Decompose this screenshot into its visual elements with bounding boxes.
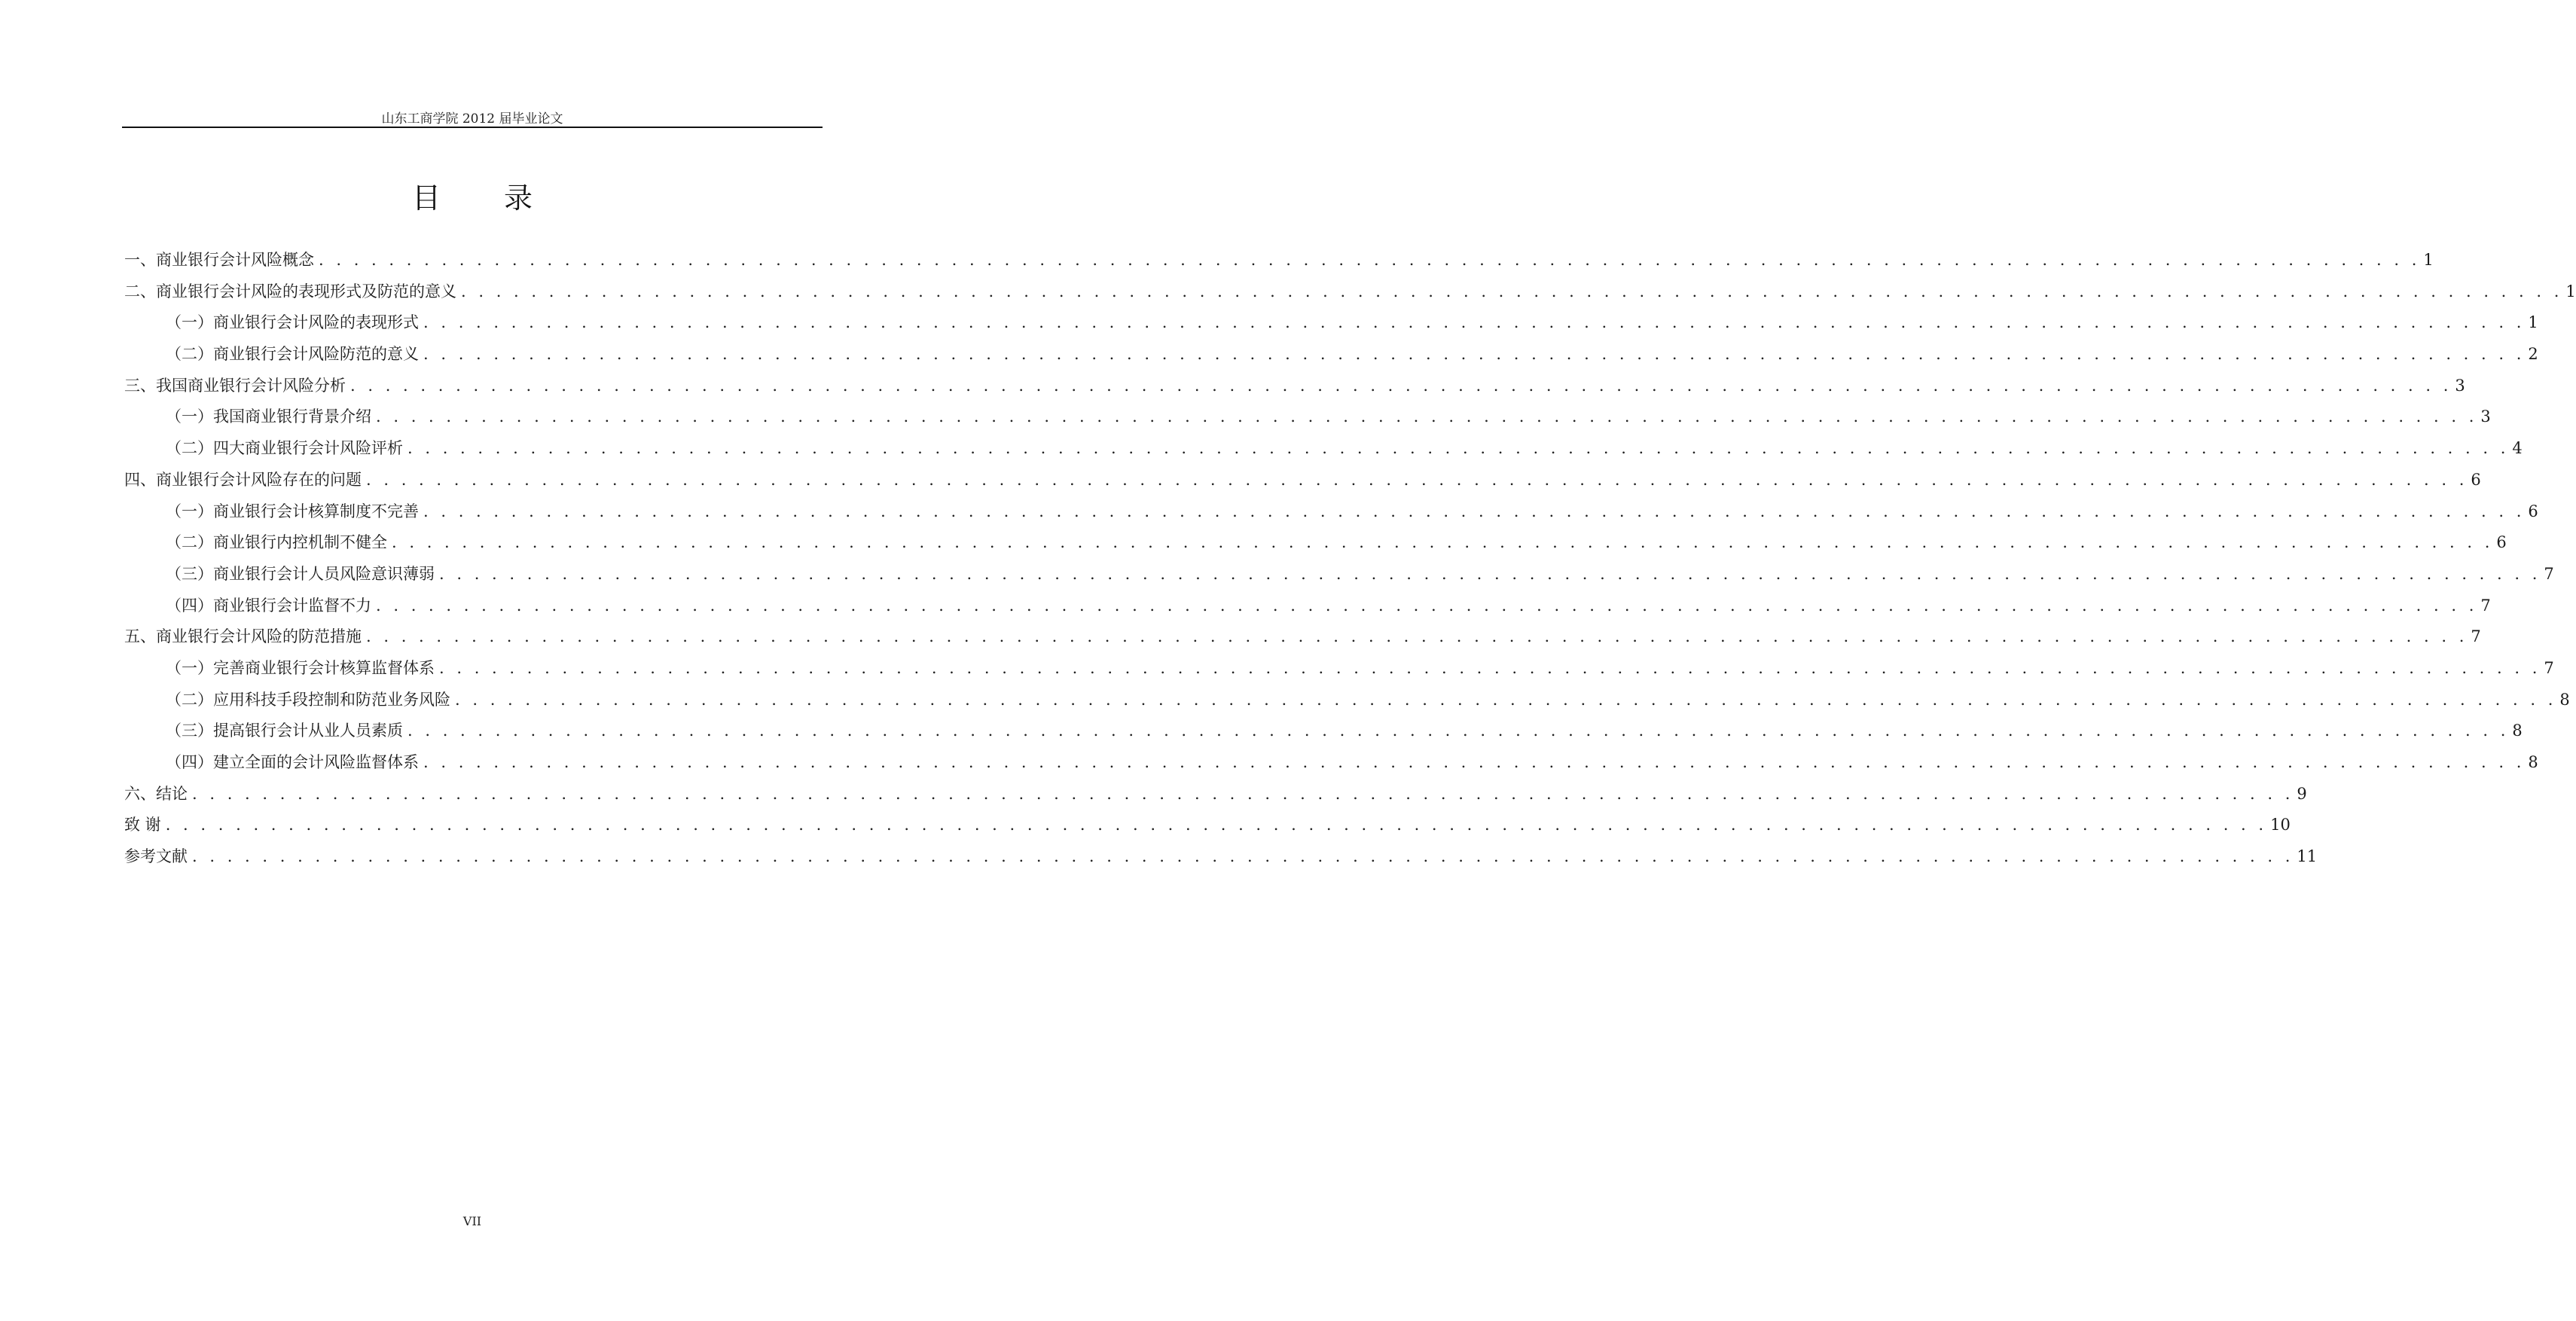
toc-entry-title: （二）商业银行会计风险防范的意义	[166, 345, 419, 364]
toc-page-number: 7	[2544, 564, 2554, 583]
dot-leader: . . . . . . . . . . . . . . . . . . . . . . . . . . . . . . . . . . . . . . . . . . . . . . . . . . . . . . . . . . . . . . . . . . . . . . . . . . . . . . . . . . . . . . . . . . . . . . . . . . . . . . . . . . . . . . . . . . . . . . . .	[165, 816, 2268, 834]
toc-page-number: 4	[2512, 439, 2523, 458]
toc-page-number: 3	[2455, 376, 2465, 395]
toc-page-number: 1	[2528, 313, 2538, 332]
toc-entry[interactable]	[124, 621, 2481, 653]
toc-entry[interactable]	[124, 779, 2307, 810]
toc-page-number: 7	[2471, 627, 2481, 646]
toc-subentry[interactable]	[124, 559, 2554, 590]
toc-page-number: 2	[2528, 345, 2538, 364]
toc-page-number: 8	[2512, 722, 2523, 740]
dot-leader: . . . . . . . . . . . . . . . . . . . . . . . . . . . . . . . . . . . . . . . . . . . . . . . . . . . . . . . . . . . . . . . . . . . . . . . . . . . . . . . . . . . . . . . . . . . . . . . . . . . . . . . . . . . . . . . . . . . . . . . .	[439, 564, 2541, 583]
toc-subentry[interactable]	[124, 401, 2491, 433]
toc-entry-title: 五、商业银行会计风险的防范措施	[124, 627, 362, 646]
toc-page-number: 10	[2270, 816, 2291, 834]
toc-entry-title: （一）完善商业银行会计核算监督体系	[166, 658, 435, 677]
toc-entry[interactable]	[124, 841, 2318, 873]
toc-entry-title: 致 谢	[124, 816, 161, 834]
toc-title: 目 录	[411, 182, 560, 215]
toc-subentry[interactable]	[124, 747, 2538, 779]
toc-entry-title: 二、商业银行会计风险的表现形式及防范的意义	[124, 282, 456, 301]
toc-subentry[interactable]	[124, 590, 2491, 622]
toc-entry-title: （二）商业银行内控机制不健全	[166, 533, 387, 552]
toc-entry-title: （三）商业银行会计人员风险意识薄弱	[166, 564, 435, 583]
toc-entry-title: （四）商业银行会计监督不力	[166, 596, 371, 615]
dot-leader: . . . . . . . . . . . . . . . . . . . . . . . . . . . . . . . . . . . . . . . . . . . . . . . . . . . . . . . . . . . . . . . . . . . . . . . . . . . . . . . . . . . . . . . . . . . . . . . . . . . . . . . . . . . . . . . . . . . . . . . .	[423, 753, 2526, 771]
toc-page-number: 8	[2528, 753, 2538, 771]
toc-entry[interactable]	[124, 810, 2291, 841]
toc-page-number: 6	[2528, 502, 2538, 520]
toc-entry-title: （三）提高银行会计从业人员素质	[166, 722, 403, 740]
dot-leader: . . . . . . . . . . . . . . . . . . . . . . . . . . . . . . . . . . . . . . . . . . . . . . . . . . . . . . . . . . . . . . . . . . . . . . . . . . . . . . . . . . . . . . . . . . . . . . . . . . . . . . . . . . . . . . . . . . . . . . . .	[407, 722, 2510, 740]
toc-entry-title: 六、结论	[124, 784, 188, 803]
toc-entry-title: 三、我国商业银行会计风险分析	[124, 376, 346, 395]
toc-page-number: 6	[2471, 470, 2481, 489]
toc-subentry[interactable]	[124, 715, 2523, 747]
toc-page-number: 7	[2544, 658, 2554, 677]
toc-subentry[interactable]	[124, 496, 2538, 528]
dot-leader: . . . . . . . . . . . . . . . . . . . . . . . . . . . . . . . . . . . . . . . . . . . . . . . . . . . . . . . . . . . . . . . . . . . . . . . . . . . . . . . . . . . . . . . . . . . . . . . . . . . . . . . . . . . . . . . . . . . . . . . .	[366, 627, 2468, 646]
dot-leader: . . . . . . . . . . . . . . . . . . . . . . . . . . . . . . . . . . . . . . . . . . . . . . . . . . . . . . . . . . . . . . . . . . . . . . . . . . . . . . . . . . . . . . . . . . . . . . . . . . . . . . . . . . . . . . . . . . . . . . . .	[376, 407, 2478, 426]
page-number-footer: VII	[462, 1214, 482, 1228]
dot-leader: . . . . . . . . . . . . . . . . . . . . . . . . . . . . . . . . . . . . . . . . . . . . . . . . . . . . . . . . . . . . . . . . . . . . . . . . . . . . . . . . . . . . . . . . . . . . . . . . . . . . . . . . . . . . . . . . . . . . . . . .	[439, 658, 2541, 677]
toc-subentry[interactable]	[124, 527, 2507, 559]
toc-subentry[interactable]	[124, 653, 2554, 685]
toc-entry-title: 一、商业银行会计风险概念	[124, 251, 314, 269]
toc-page-number: 11	[2297, 847, 2318, 866]
toc-page-number: 1	[2565, 282, 2576, 301]
dot-leader: . . . . . . . . . . . . . . . . . . . . . . . . . . . . . . . . . . . . . . . . . . . . . . . . . . . . . . . . . . . . . . . . . . . . . . . . . . . . . . . . . . . . . . . . . . . . . . . . . . . . . . . . . . . . . . . . . . . . . . . .	[392, 533, 2494, 552]
dot-leader: . . . . . . . . . . . . . . . . . . . . . . . . . . . . . . . . . . . . . . . . . . . . . . . . . . . . . . . . . . . . . . . . . . . . . . . . . . . . . . . . . . . . . . . . . . . . . . . . . . . . . . . . . . . . . . . . . . . . . . . .	[455, 690, 2557, 709]
toc-page-number: 3	[2480, 407, 2491, 426]
toc-entry[interactable]	[124, 371, 2465, 402]
dot-leader: . . . . . . . . . . . . . . . . . . . . . . . . . . . . . . . . . . . . . . . . . . . . . . . . . . . . . . . . . . . . . . . . . . . . . . . . . . . . . . . . . . . . . . . . . . . . . . . . . . . . . . . . . . . . . . . . . . . . . . . .	[350, 376, 2452, 395]
dot-leader: . . . . . . . . . . . . . . . . . . . . . . . . . . . . . . . . . . . . . . . . . . . . . . . . . . . . . . . . . . . . . . . . . . . . . . . . . . . . . . . . . . . . . . . . . . . . . . . . . . . . . . . . . . . . . . . . . . . . . . . .	[423, 313, 2526, 332]
toc-entry[interactable]	[124, 245, 2434, 276]
dot-leader: . . . . . . . . . . . . . . . . . . . . . . . . . . . . . . . . . . . . . . . . . . . . . . . . . . . . . . . . . . . . . . . . . . . . . . . . . . . . . . . . . . . . . . . . . . . . . . . . . . . . . . . . . . . . . . . . . . . . . . . .	[461, 282, 2563, 301]
dot-leader: . . . . . . . . . . . . . . . . . . . . . . . . . . . . . . . . . . . . . . . . . . . . . . . . . . . . . . . . . . . . . . . . . . . . . . . . . . . . . . . . . . . . . . . . . . . . . . . . . . . . . . . . . . . . . . . . . . . . . . . .	[192, 784, 2294, 803]
toc-entry-title: 参考文献	[124, 847, 188, 866]
table-of-contents	[124, 245, 2576, 873]
toc-entry-title: （一）商业银行会计风险的表现形式	[166, 313, 419, 332]
dot-leader: . . . . . . . . . . . . . . . . . . . . . . . . . . . . . . . . . . . . . . . . . . . . . . . . . . . . . . . . . . . . . . . . . . . . . . . . . . . . . . . . . . . . . . . . . . . . . . . . . . . . . . . . . . . . . . . . . . . . . . . .	[366, 470, 2468, 489]
toc-entry[interactable]	[124, 465, 2481, 496]
dot-leader: . . . . . . . . . . . . . . . . . . . . . . . . . . . . . . . . . . . . . . . . . . . . . . . . . . . . . . . . . . . . . . . . . . . . . . . . . . . . . . . . . . . . . . . . . . . . . . . . . . . . . . . . . . . . . . . . . . . . . . . .	[407, 439, 2510, 458]
dot-leader: . . . . . . . . . . . . . . . . . . . . . . . . . . . . . . . . . . . . . . . . . . . . . . . . . . . . . . . . . . . . . . . . . . . . . . . . . . . . . . . . . . . . . . . . . . . . . . . . . . . . . . . . . . . . . . . . . . . . . . . .	[376, 596, 2478, 615]
toc-page-number: 8	[2559, 690, 2570, 709]
running-header: 山东工商学院 2012 届毕业论文	[381, 111, 563, 127]
dot-leader: . . . . . . . . . . . . . . . . . . . . . . . . . . . . . . . . . . . . . . . . . . . . . . . . . . . . . . . . . . . . . . . . . . . . . . . . . . . . . . . . . . . . . . . . . . . . . . . . . . . . . . . . . . . . . . . . . . . . . . . .	[423, 345, 2526, 364]
dot-leader: . . . . . . . . . . . . . . . . . . . . . . . . . . . . . . . . . . . . . . . . . . . . . . . . . . . . . . . . . . . . . . . . . . . . . . . . . . . . . . . . . . . . . . . . . . . . . . . . . . . . . . . . . . . . . . . . . . . . . . . .	[319, 251, 2421, 269]
toc-page-number: 9	[2297, 784, 2307, 803]
toc-entry-title: （二）四大商业银行会计风险评析	[166, 439, 403, 458]
toc-subentry[interactable]	[124, 685, 2570, 716]
toc-entry-title: 四、商业银行会计风险存在的问题	[124, 470, 362, 489]
toc-page-number: 7	[2480, 596, 2491, 615]
dot-leader: . . . . . . . . . . . . . . . . . . . . . . . . . . . . . . . . . . . . . . . . . . . . . . . . . . . . . . . . . . . . . . . . . . . . . . . . . . . . . . . . . . . . . . . . . . . . . . . . . . . . . . . . . . . . . . . . . . . . . . . .	[423, 502, 2526, 520]
toc-subentry[interactable]	[124, 339, 2538, 371]
dot-leader: . . . . . . . . . . . . . . . . . . . . . . . . . . . . . . . . . . . . . . . . . . . . . . . . . . . . . . . . . . . . . . . . . . . . . . . . . . . . . . . . . . . . . . . . . . . . . . . . . . . . . . . . . . . . . . . . . . . . . . . .	[192, 847, 2294, 866]
toc-entry-title: （二）应用科技手段控制和防范业务风险	[166, 690, 450, 709]
toc-entry[interactable]	[124, 276, 2576, 308]
toc-subentry[interactable]	[124, 307, 2538, 339]
toc-page-number: 1	[2423, 251, 2434, 269]
toc-entry-title: （一）我国商业银行背景介绍	[166, 407, 371, 426]
header-rule	[122, 127, 823, 128]
toc-page-number: 6	[2496, 533, 2507, 552]
toc-subentry[interactable]	[124, 433, 2523, 465]
toc-entry-title: （四）建立全面的会计风险监督体系	[166, 753, 419, 771]
toc-entry-title: （一）商业银行会计核算制度不完善	[166, 502, 419, 520]
